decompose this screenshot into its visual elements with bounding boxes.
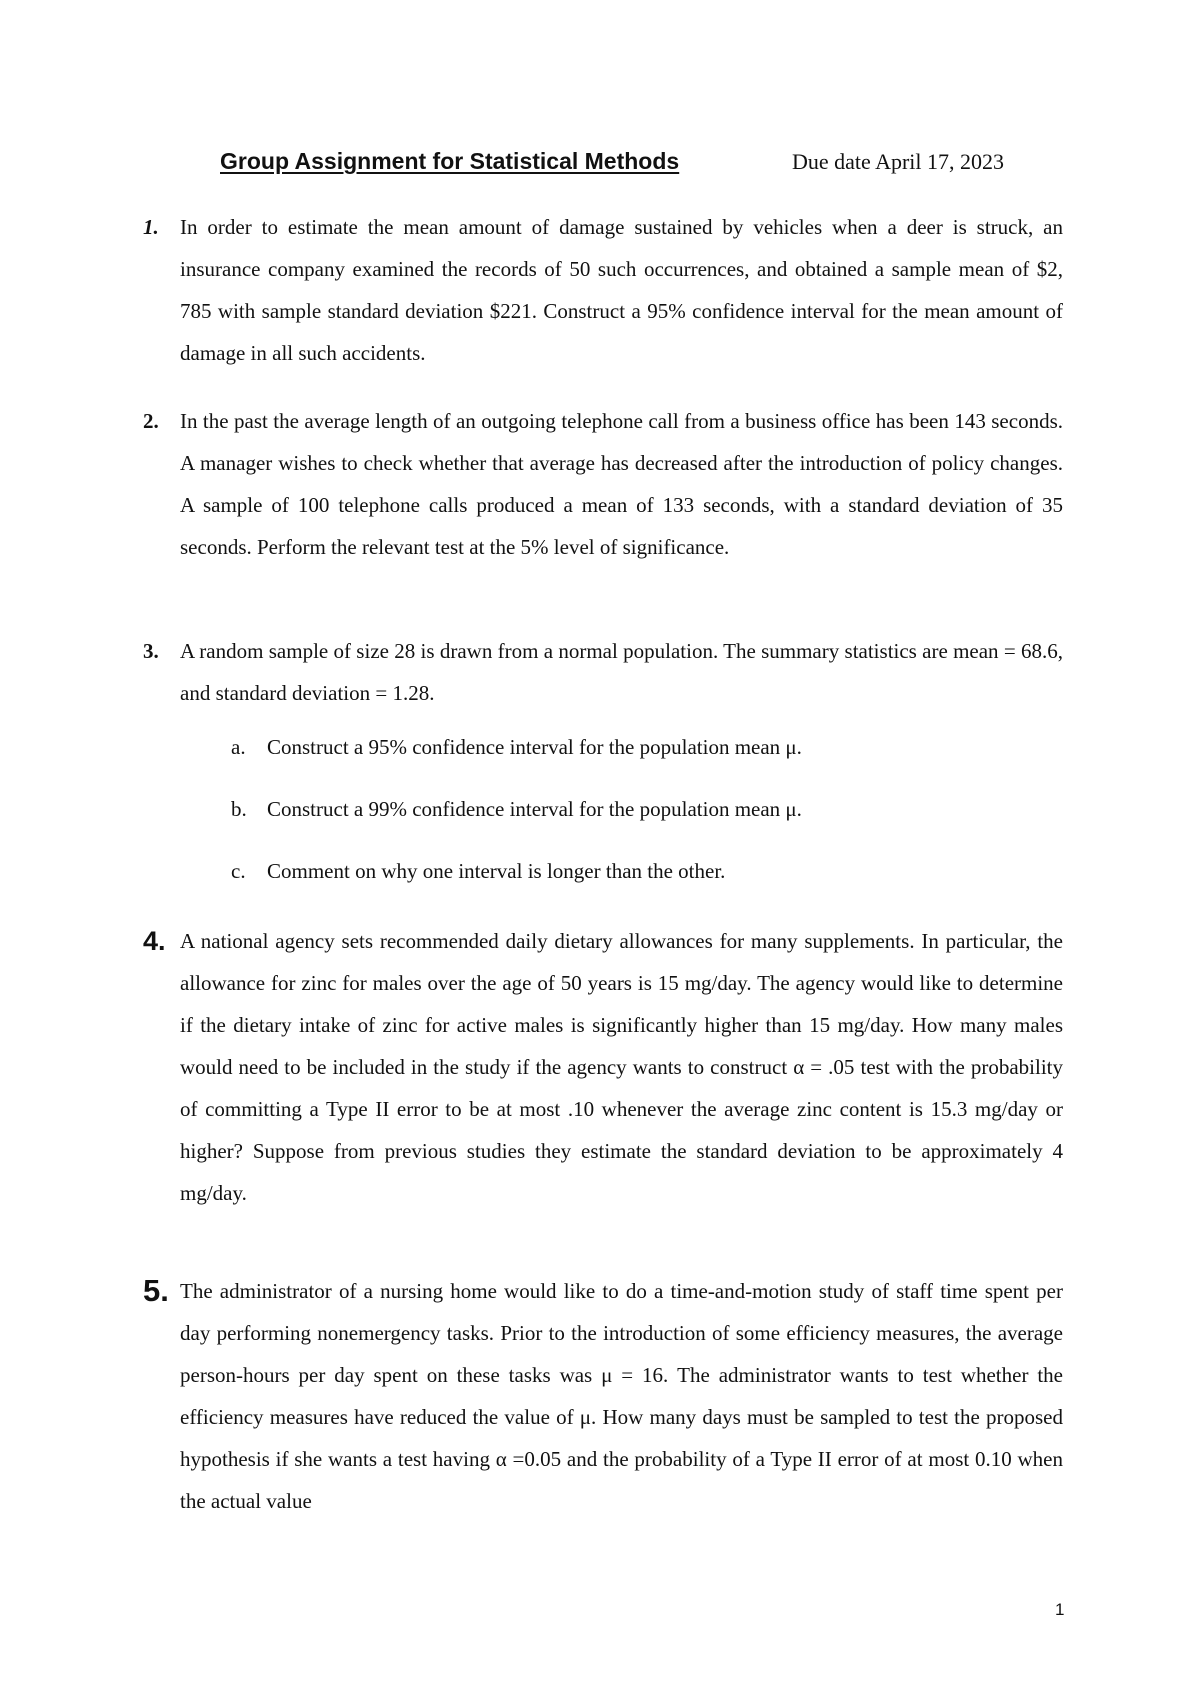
- question-3-part-b: [231, 794, 802, 824]
- document-title: Group Assignment for Statistical Methods: [220, 148, 680, 174]
- question-text: A random sample of size 28 is drawn from a normal population. The summary statistics are mean = 68.6, and standard deviation = 1.28.: [180, 639, 1063, 705]
- question-number: 5.: [143, 1273, 169, 1308]
- question-text: The administrator of a nursing home would like to do a time-and-motion study of staff time spent per day performing nonemergency tasks. Prior to the introduction of some efficiency measures, the average person-hours per day spent on these tasks was μ = 16. The administrator wants to test whether the efficiency measures have reduced the value of μ. How many days must be sampled to test the proposed hypothesis if she wants a test having α =0.05 and the probability of a Type II error of at most 0.10 when the actual value: [180, 1279, 1063, 1513]
- page-number: 1: [1055, 1600, 1065, 1619]
- part-letter: b.: [231, 797, 247, 821]
- header: [0, 148, 1200, 184]
- question-number: 3.: [143, 639, 159, 663]
- question-3: [143, 630, 1063, 714]
- question-1: [143, 206, 1063, 374]
- question-text: In order to estimate the mean amount of damage sustained by vehicles when a deer is struck, an insurance company examined the records of 50 such occurrences, and obtained a sample mean of $2, 785 with sample standard deviation $221. Construct a 95% confidence interval for the mean amount of damage in all such accidents.: [180, 215, 1063, 365]
- part-letter: a.: [231, 735, 246, 759]
- question-number: 4.: [143, 926, 166, 956]
- question-4: [143, 920, 1063, 1214]
- part-letter: c.: [231, 859, 246, 883]
- question-5: [143, 1270, 1063, 1522]
- question-3-part-c: [231, 856, 725, 886]
- question-text: A national agency sets recommended daily dietary allowances for many supplements. In particular, the allowance for zinc for males over the age of 50 years is 15 mg/day. The agency would like to determine if the dietary intake of zinc for active males is significantly higher than 15 mg/day. How many males would need to be included in the study if the agency wants to construct α = .05 test with the probability of committing a Type II error to be at most .10 whenever the average zinc content is 15.3 mg/day or higher? Suppose from previous studies they estimate the standard deviation to be approximately 4 mg/day.: [180, 929, 1063, 1205]
- question-number: 1.: [143, 215, 159, 239]
- question-2: [143, 400, 1063, 568]
- part-text: Construct a 99% confidence interval for the population mean μ.: [267, 797, 802, 821]
- part-text: Comment on why one interval is longer than the other.: [267, 859, 726, 883]
- due-date: Due date April 17, 2023: [792, 149, 1005, 174]
- question-number: 2.: [143, 409, 159, 433]
- question-3-part-a: [231, 732, 802, 762]
- question-text: In the past the average length of an outgoing telephone call from a business office has been 143 seconds. A manager wishes to check whether that average has decreased after the introduction of policy changes. A sample of 100 telephone calls produced a mean of 133 seconds, with a standard deviation of 35 seconds. Perform the relevant test at the 5% level of significance.: [180, 409, 1063, 559]
- part-text: Construct a 95% confidence interval for the population mean μ.: [267, 735, 802, 759]
